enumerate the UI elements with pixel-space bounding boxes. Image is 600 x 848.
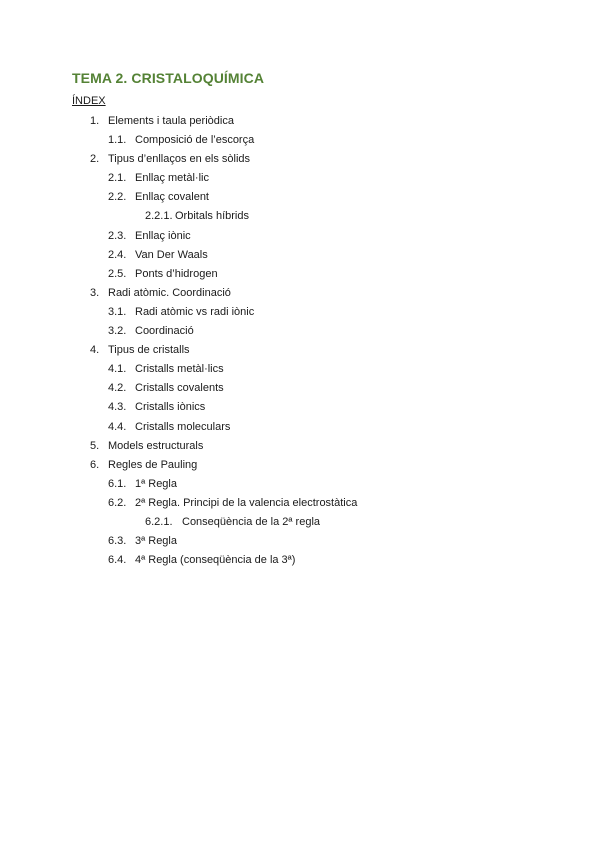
toc-entry-6-2-1 xyxy=(0,513,600,532)
toc-number: 2.2.1. xyxy=(145,210,173,223)
toc-label: Tipus d’enllaços en els sòlids xyxy=(108,153,251,166)
toc-entry-4 xyxy=(0,341,600,360)
toc-number: 4.1. xyxy=(108,363,127,376)
toc-entry-4-1 xyxy=(0,360,600,379)
toc-entry-4-4 xyxy=(0,418,600,437)
toc-label: Enllaç covalent xyxy=(135,191,209,204)
document-title: TEMA 2. CRISTALOQUÍMICA xyxy=(72,70,265,86)
toc-entry-2-2-1 xyxy=(0,207,600,226)
toc-number: 3.2. xyxy=(108,325,127,338)
toc-number: 5. xyxy=(90,439,100,452)
toc-number: 4.3. xyxy=(108,401,127,414)
toc-entry-2-3 xyxy=(0,227,600,246)
toc-label: Cristalls metàl·lics xyxy=(135,363,224,376)
toc-label: Ponts d’hidrogen xyxy=(135,267,218,280)
toc-number: 4. xyxy=(90,344,100,357)
toc-entry-3 xyxy=(0,284,600,303)
toc-entry-3-1 xyxy=(0,303,600,322)
toc-entry-3-2 xyxy=(0,322,600,341)
toc-entry-4-3 xyxy=(0,398,600,417)
toc-entry-5 xyxy=(0,437,600,456)
toc-label: Conseqüència de la 2ª regla xyxy=(182,515,320,528)
toc-label: 2ª Regla. Principi de la valencia electrostàtica xyxy=(135,496,358,509)
toc-number: 4.2. xyxy=(108,382,127,395)
toc-label: 4ª Regla (conseqüència de la 3ª) xyxy=(135,554,296,567)
toc-number: 1.1. xyxy=(108,134,127,147)
toc-entry-4-2 xyxy=(0,379,600,398)
toc-label: Radi atòmic vs radi iònic xyxy=(135,305,255,318)
toc-label: Orbitals híbrids xyxy=(175,210,249,223)
toc-entry-6-1 xyxy=(0,475,600,494)
toc-number: 3.1. xyxy=(108,305,127,318)
toc-number: 6.2.1. xyxy=(145,515,173,528)
toc-entry-2-2 xyxy=(0,188,600,207)
toc-number: 1. xyxy=(90,115,100,127)
toc-label: Regles de Pauling xyxy=(108,458,198,471)
toc-entry-6-4 xyxy=(0,551,600,570)
toc-entry-1 xyxy=(0,112,600,131)
toc-label: 3ª Regla xyxy=(135,535,177,548)
toc-number: 2. xyxy=(90,153,100,166)
toc-entry-2-4 xyxy=(0,246,600,265)
toc-label: Composició de l’escorça xyxy=(135,134,255,147)
toc-label: 1ª Regla xyxy=(135,477,177,490)
toc-number: 4.4. xyxy=(108,420,127,433)
toc-number: 6. xyxy=(90,458,100,471)
toc-entry-2-5 xyxy=(0,265,600,284)
toc-label: Van Der Waals xyxy=(135,248,208,261)
toc-label: Elements i taula periòdica xyxy=(108,115,234,127)
toc-entry-1-1 xyxy=(0,131,600,150)
toc-label: Enllaç iònic xyxy=(135,229,191,242)
toc-label: Coordinació xyxy=(135,325,194,338)
toc-label: Cristalls iònics xyxy=(135,401,206,414)
toc-label: Radi atòmic. Coordinació xyxy=(108,286,231,299)
toc-label: Enllaç metàl·lic xyxy=(135,172,209,185)
toc-number: 2.1. xyxy=(108,172,127,185)
toc-number: 6.4. xyxy=(108,554,127,567)
toc-entry-6-3 xyxy=(0,532,600,551)
toc-label: Cristalls moleculars xyxy=(135,420,231,433)
toc-number: 6.2. xyxy=(108,496,127,509)
toc-label: Cristalls covalents xyxy=(135,382,224,395)
toc-number: 3. xyxy=(90,286,100,299)
toc-number: 2.3. xyxy=(108,229,127,242)
toc-number: 2.2. xyxy=(108,191,127,204)
index-heading: ÍNDEX xyxy=(72,95,106,107)
toc-label: Models estructurals xyxy=(108,439,204,452)
toc-entry-6-2 xyxy=(0,494,600,513)
toc-entry-6 xyxy=(0,456,600,475)
toc-number: 6.3. xyxy=(108,535,127,548)
toc-entry-2 xyxy=(0,150,600,169)
toc-entry-2-1 xyxy=(0,169,600,188)
toc-number: 2.4. xyxy=(108,248,127,261)
table-of-contents xyxy=(0,112,600,570)
toc-number: 2.5. xyxy=(108,267,127,280)
toc-label: Tipus de cristalls xyxy=(108,344,190,357)
toc-number: 6.1. xyxy=(108,477,127,490)
